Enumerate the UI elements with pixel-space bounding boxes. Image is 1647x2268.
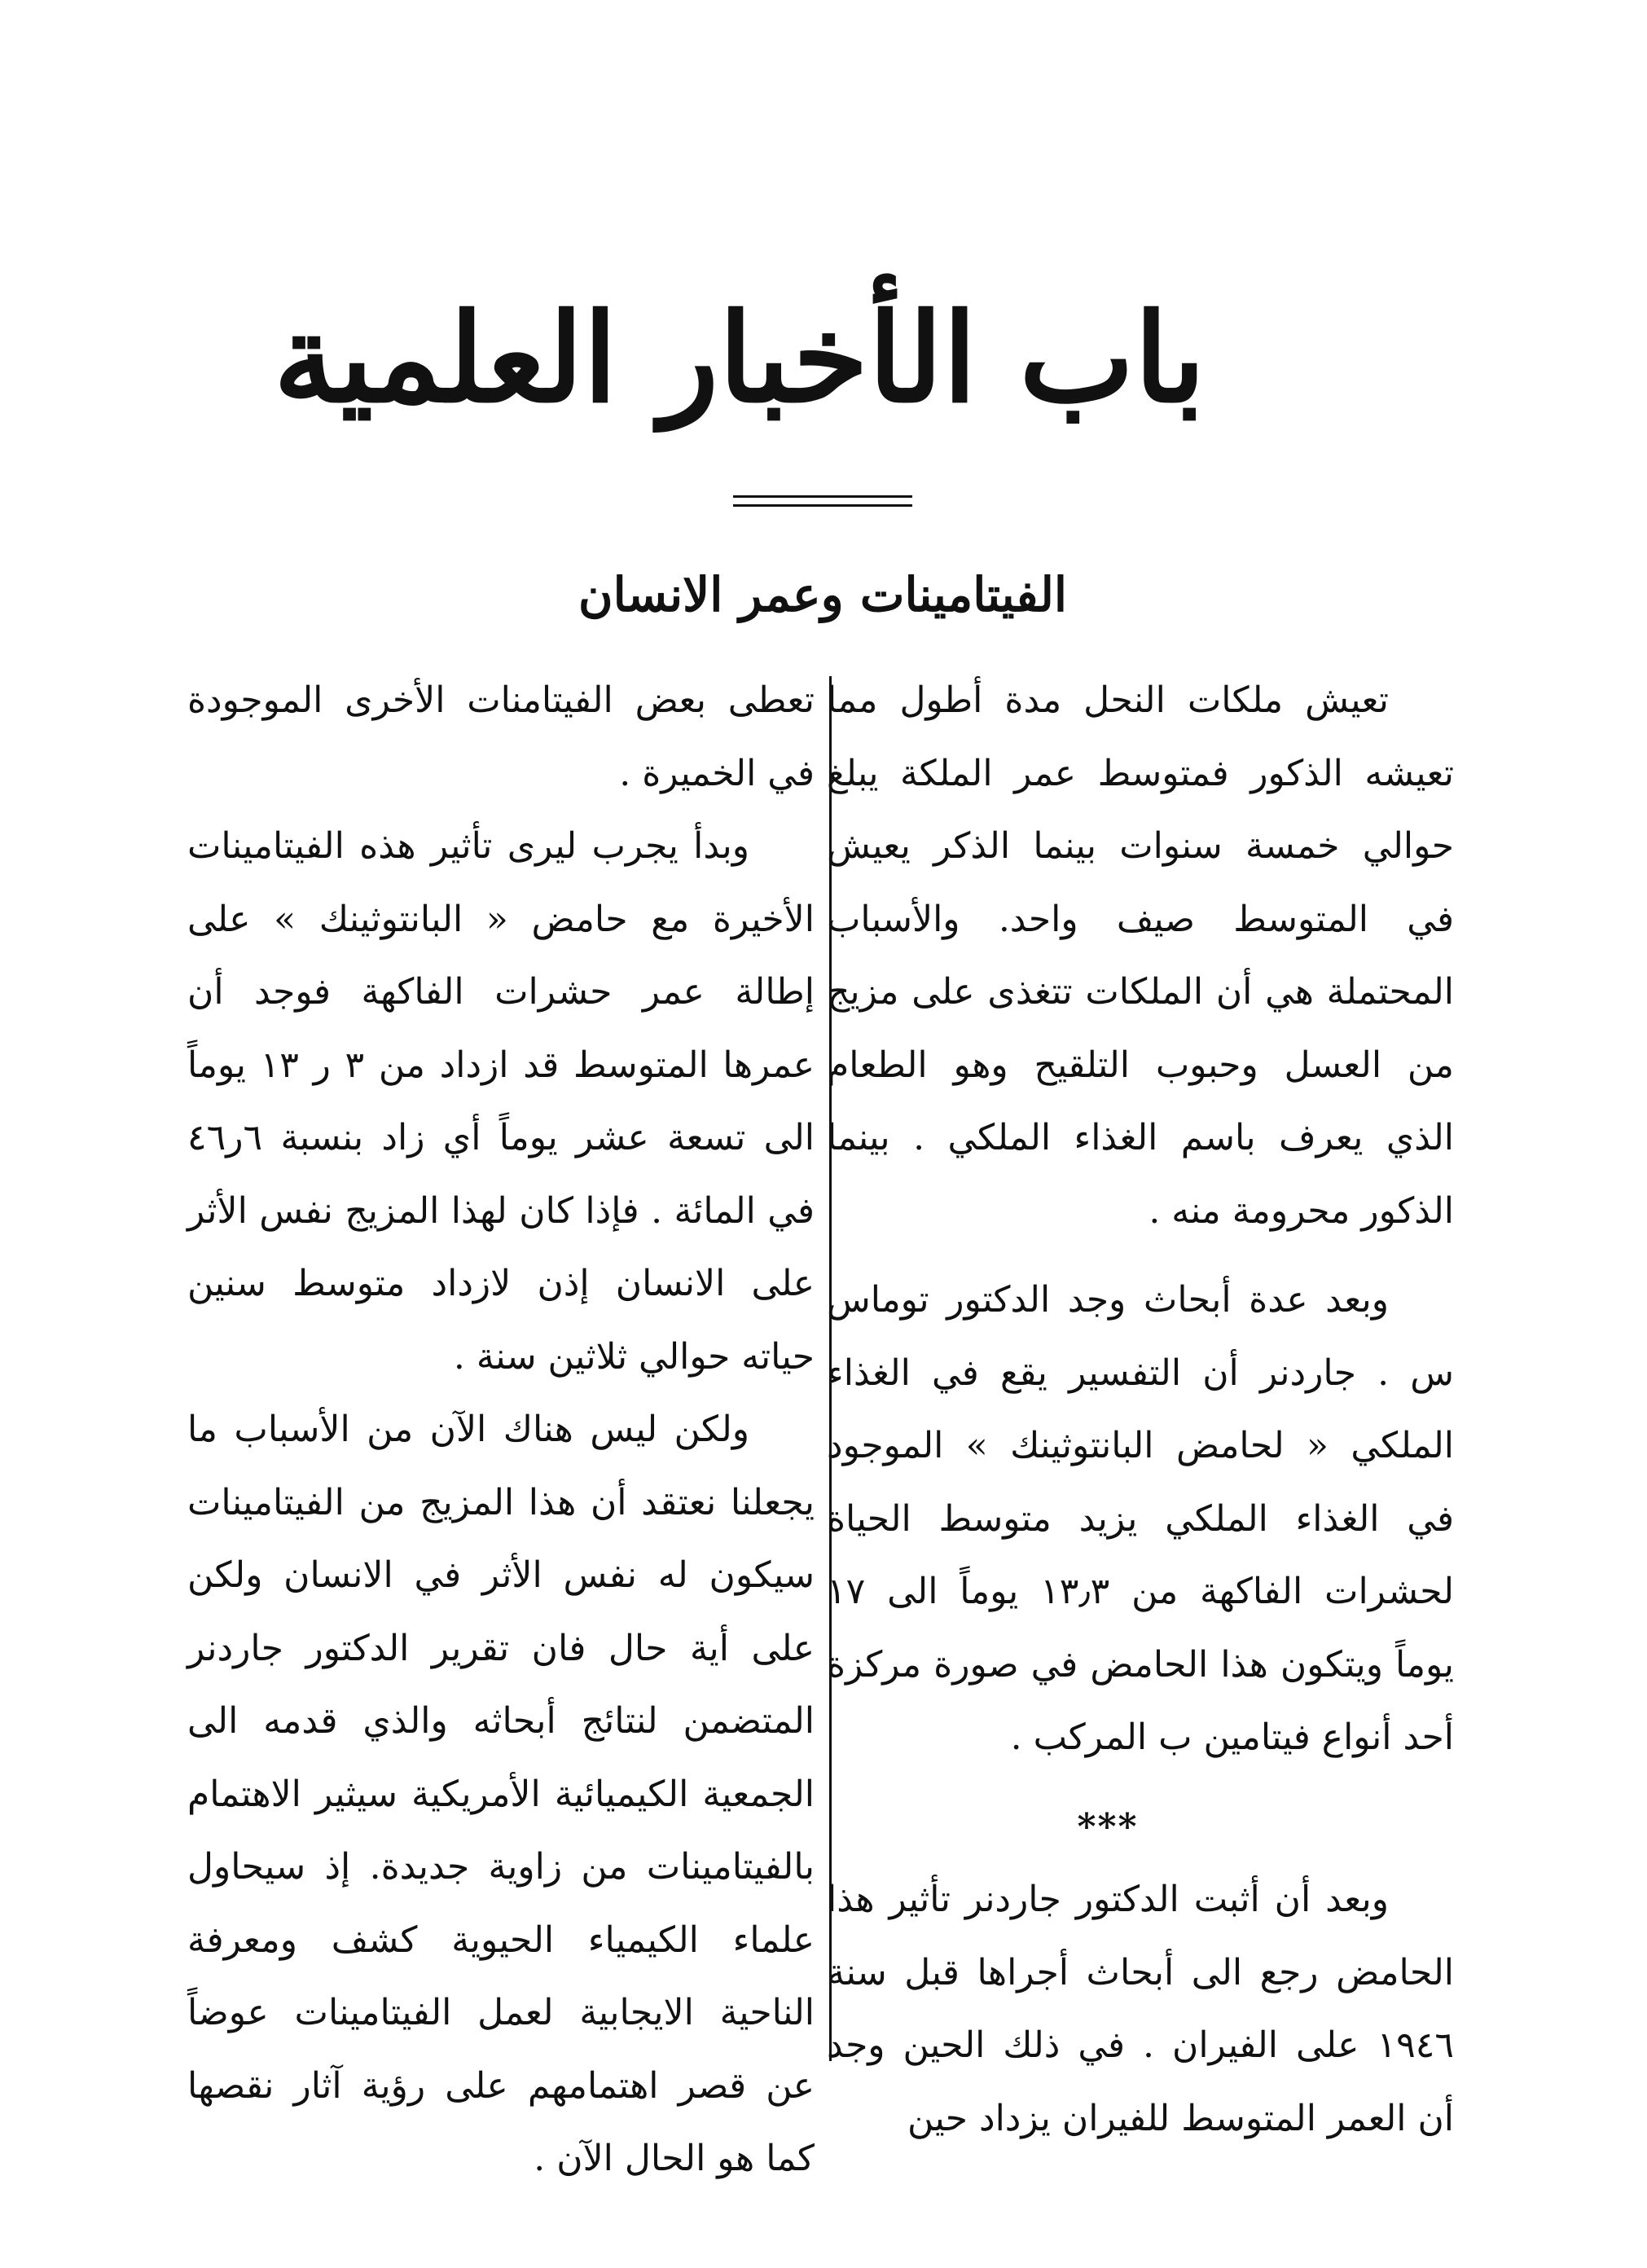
paragraph: وبعد عدة أبحاث وجد الدكتور توماس س . جاردنر أن التفسير يقع في الغذاء الملكي « لحامض البانتوثينك » الموجود في الغذاء الملكي يزيد متوسط الحياة لحشرات الفاكهة من ١٣٫٣ يوماً الى ١٧ يوماً ويتكون هذا الحامض في صورة مركزة أحد أنواع فيتامين ب المركب . bbox=[827, 1279, 1455, 1758]
article-title: الفيتامينات وعمر الانسان bbox=[578, 567, 1068, 622]
masthead-title: باب الأخبار العلمية bbox=[273, 287, 1206, 430]
column-rule bbox=[829, 676, 832, 2061]
section-separator: *** bbox=[1077, 1805, 1139, 1848]
title-divider bbox=[733, 495, 912, 513]
paragraph: وبعد أن أثبت الدكتور جاردنر تأثير هذا الحامض رجع الى أبحاث أجراها قبل سنة ١٩٤٦ على الفيران . في ذلك الحين وجد أن العمر المتوسط للفيران يزداد حين bbox=[827, 1879, 1454, 2139]
article-column-left bbox=[187, 664, 815, 2195]
paragraph: وبدأ يجرب ليرى تأثير هذه الفيتامينات الأخيرة مع حامض « البانتوثينك » على إطالة عمر حشرات الفاكهة فوجد أن عمرها المتوسط قد ازداد من ٣ ر ١٣ يوماً الى تسعة عشر يوماً أي زاد بنسبة ٦ر٤٦ في المائة . فإذا كان لهذا المزيج نفس الأثر على الانسان إذن لازداد متوسط سنين حياته حوالي ثلاثين سنة . bbox=[187, 825, 815, 1378]
section-masthead bbox=[273, 269, 1206, 481]
article-column-right bbox=[827, 664, 1454, 2155]
paragraph: تعطى بعض الفيتامنات الأخرى الموجودة في الخميرة . bbox=[187, 679, 815, 794]
paragraph: ولكن ليس هناك الآن من الأسباب ما يجعلنا نعتقد أن هذا المزيج من الفيتامينات سيكون له نفس الأثر في الانسان ولكن على أية حال فان تقرير الدكتور جاردنر المتضمن لنتائج أبحاثه والذي قدمه الى الجمعية الكيميائية الأمريكية سيثير الاهتمام بالفيتامينات من زاوية جديدة. إذ سيحاول علماء الكيمياء الحيوية كشف ومعرفة الناحية الايجابية لعمل الفيتامينات عوضاً عن قصر اهتمامهم على رؤية آثار نقصها كما هو الحال الآن . bbox=[187, 1409, 815, 2179]
paragraph: تعيش ملكات النحل مدة أطول مما تعيشه الذكور فمتوسط عمر الملكة يبلغ حوالي خمسة سنوات بينما الذكر يعيش في المتوسط صيف واحد. والأسباب المحتملة هي أن الملكات تتغذى على مزيج من العسل وحبوب التلقيح وهو الطعام الذي يعرف باسم الغذاء الملكي . بينما الذكور محرومة منه . bbox=[827, 679, 1454, 1232]
